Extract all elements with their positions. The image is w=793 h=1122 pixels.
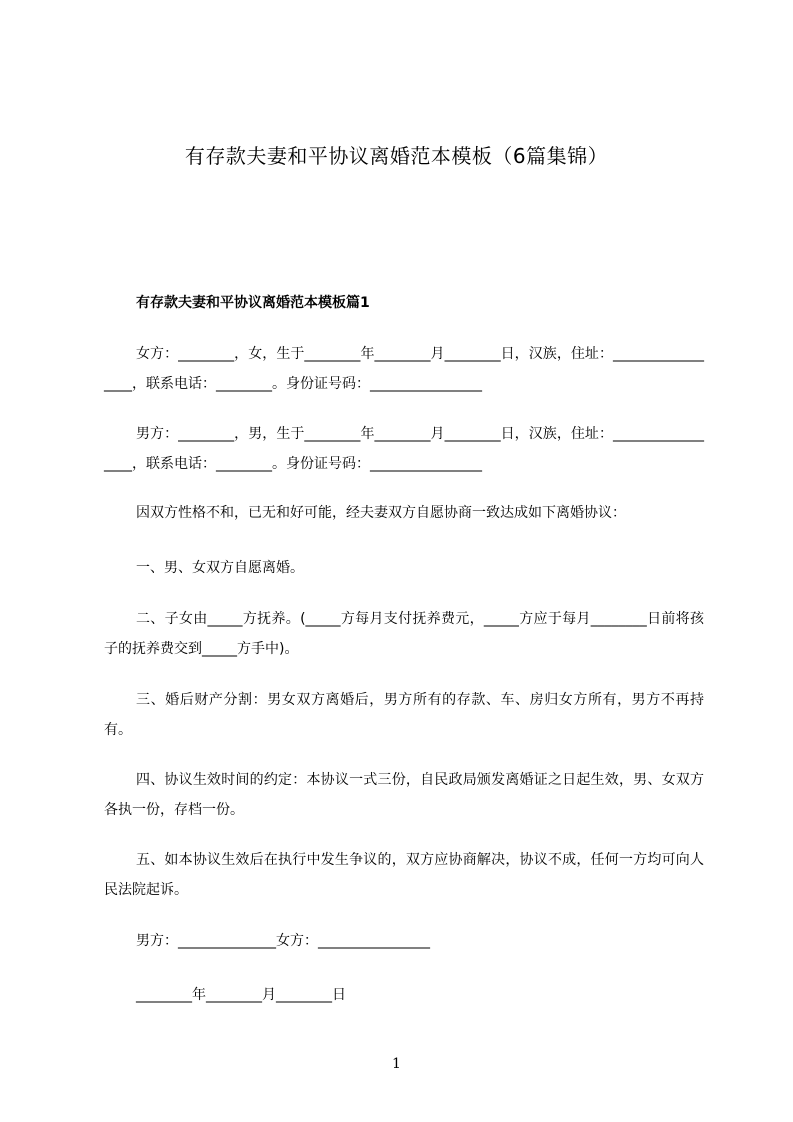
clause-3: 三、婚后财产分割：男女双方离婚后，男方所有的存款、车、房归女方所有，男方不再持有。 bbox=[104, 692, 704, 738]
clause-2: 二、子女由_____方抚养。(_____方每月支付抚养费元，_____方应于每月________日前将孩子的抚养费交到_____方手中)。 bbox=[104, 611, 704, 657]
date-line: ________年________月________日 bbox=[136, 987, 346, 1003]
document-title: 有存款夫妻和平协议离婚范本模板（6篇集锦） bbox=[184, 144, 609, 168]
male-party-paragraph: 男方：________，男，生于________年________月________日，汉族，住址：_________________，联系电话：________。身份证号码：________________ bbox=[104, 426, 704, 472]
section-title: 有存款夫妻和平协议离婚范本模板篇1 bbox=[136, 295, 370, 311]
page-number: 1 bbox=[392, 1056, 401, 1072]
clause-5: 五、如本协议生效后在执行中发生争议的，双方应协商解决，协议不成，任何一方均可向人民法院起诉。 bbox=[104, 852, 704, 898]
clause-1: 一、男、女双方自愿离婚。 bbox=[136, 560, 304, 576]
clause-4: 四、协议生效时间的约定：本协议一式三份，自民政局颁发离婚证之日起生效，男、女双方各执一份，存档一份。 bbox=[104, 772, 704, 818]
intro-paragraph: 因双方性格不和，已无和好可能，经夫妻双方自愿协商一致达成如下离婚协议： bbox=[136, 505, 626, 521]
female-party-paragraph: 女方：________，女，生于________年________月________日，汉族，住址：_________________，联系电话：________。身份证号码：________________ bbox=[104, 346, 704, 392]
signature-line: 男方：______________女方：________________ bbox=[136, 933, 430, 949]
